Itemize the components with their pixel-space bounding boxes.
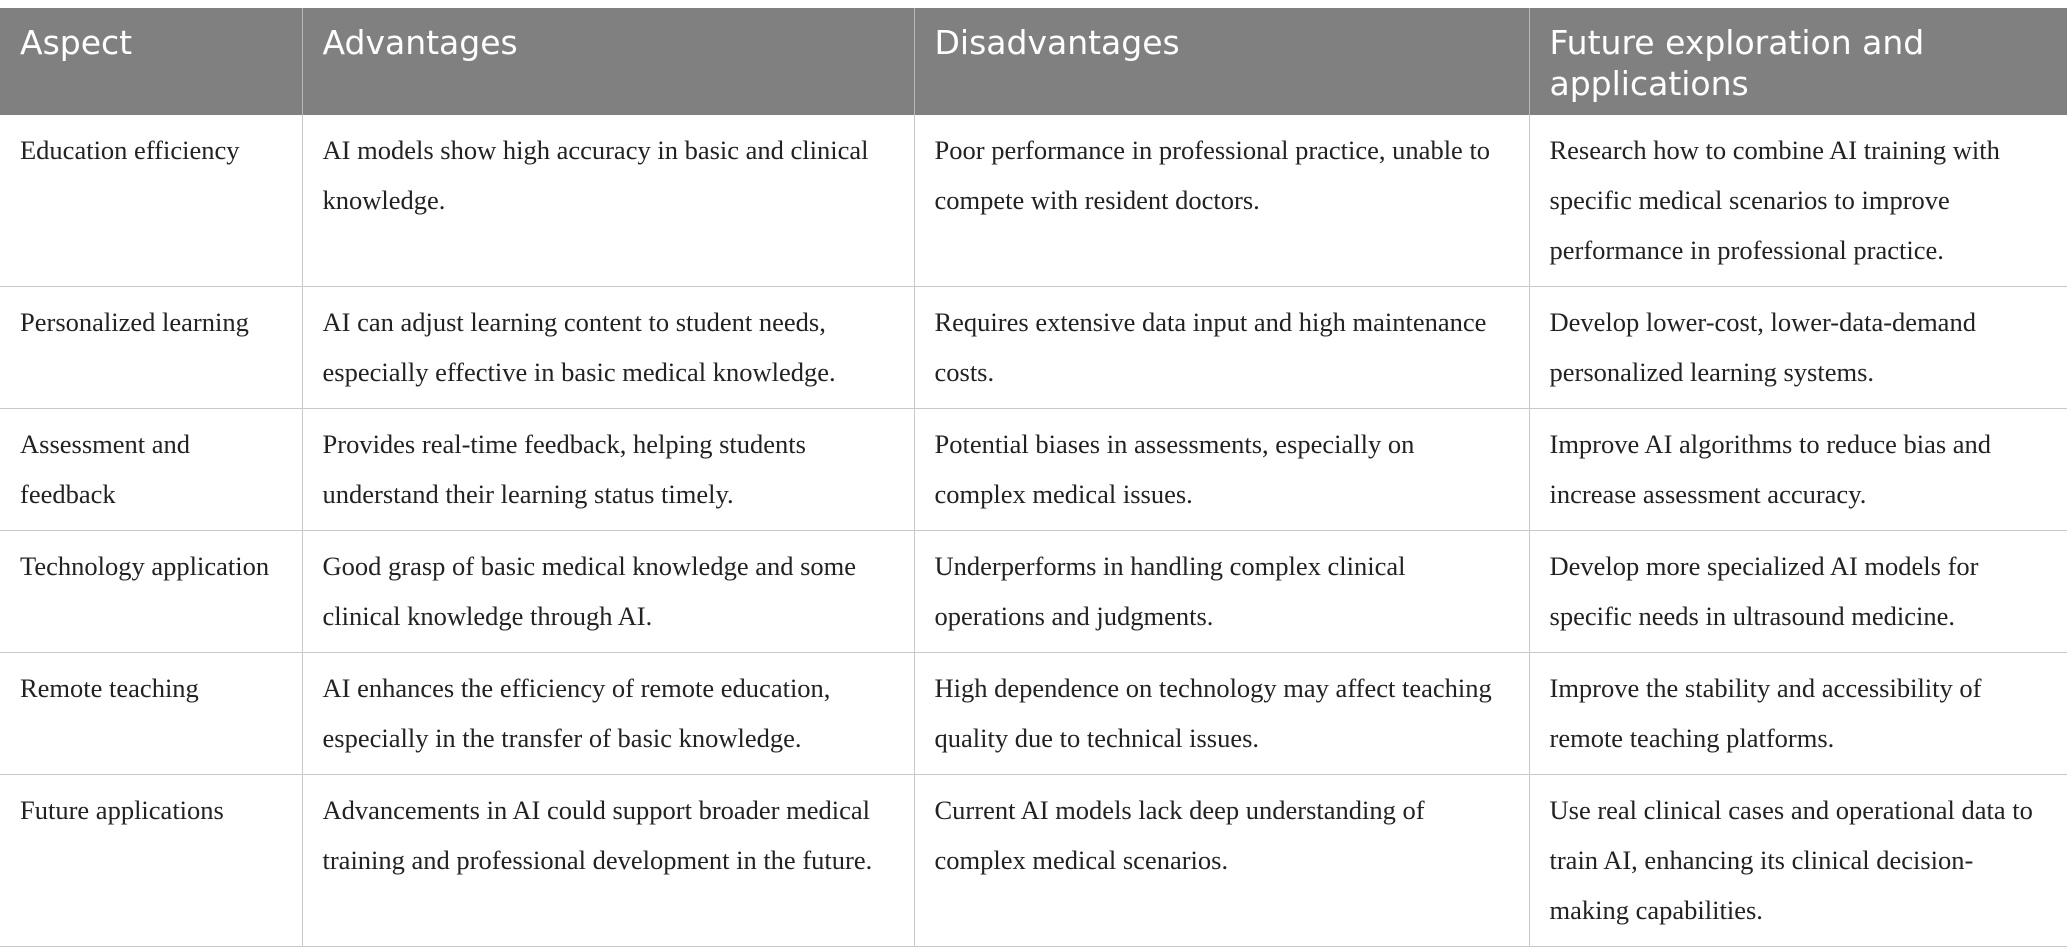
cell-aspect: Future applications (0, 775, 302, 947)
header-row (0, 8, 2067, 115)
header-disadvantages: Disadvantages (914, 8, 1529, 115)
cell-disadvantages: High dependence on technology may affect teaching quality due to technical issues. (914, 653, 1529, 775)
header-future-exploration: Future exploration and applications (1529, 8, 2067, 115)
cell-advantages: Good grasp of basic medical knowledge and some clinical knowledge through AI. (302, 531, 914, 653)
cell-disadvantages: Requires extensive data input and high maintenance costs. (914, 287, 1529, 409)
cell-aspect: Education efficiency (0, 115, 302, 287)
comparison-table (0, 8, 2067, 947)
cell-advantages: AI enhances the efficiency of remote education, especially in the transfer of basic knowledge. (302, 653, 914, 775)
cell-aspect: Technology application (0, 531, 302, 653)
comparison-table-container (0, 8, 2067, 947)
cell-advantages: Advancements in AI could support broader medical training and professional development in the future. (302, 775, 914, 947)
header-aspect: Aspect (0, 8, 302, 115)
table-row (0, 409, 2067, 531)
cell-advantages: AI can adjust learning content to student needs, especially effective in basic medical knowledge. (302, 287, 914, 409)
table-header (0, 8, 2067, 115)
table-row (0, 653, 2067, 775)
cell-aspect: Assessment and feedback (0, 409, 302, 531)
cell-future: Improve AI algorithms to reduce bias and increase assessment accuracy. (1529, 409, 2067, 531)
cell-advantages: Provides real-time feedback, helping students understand their learning status timely. (302, 409, 914, 531)
cell-disadvantages: Potential biases in assessments, especially on complex medical issues. (914, 409, 1529, 531)
table-row (0, 775, 2067, 947)
cell-aspect: Personalized learning (0, 287, 302, 409)
cell-disadvantages: Underperforms in handling complex clinical operations and judgments. (914, 531, 1529, 653)
cell-future: Improve the stability and accessibility of remote teaching platforms. (1529, 653, 2067, 775)
table-row (0, 531, 2067, 653)
cell-aspect: Remote teaching (0, 653, 302, 775)
table-row (0, 115, 2067, 287)
table-row (0, 287, 2067, 409)
table-body (0, 115, 2067, 947)
cell-future: Use real clinical cases and operational data to train AI, enhancing its clinical decision-making capabilities. (1529, 775, 2067, 947)
cell-future: Research how to combine AI training with specific medical scenarios to improve performance in professional practice. (1529, 115, 2067, 287)
cell-advantages: AI models show high accuracy in basic and clinical knowledge. (302, 115, 914, 287)
cell-future: Develop more specialized AI models for specific needs in ultrasound medicine. (1529, 531, 2067, 653)
header-advantages: Advantages (302, 8, 914, 115)
cell-future: Develop lower-cost, lower-data-demand personalized learning systems. (1529, 287, 2067, 409)
cell-disadvantages: Poor performance in professional practice, unable to compete with resident doctors. (914, 115, 1529, 287)
cell-disadvantages: Current AI models lack deep understanding of complex medical scenarios. (914, 775, 1529, 947)
